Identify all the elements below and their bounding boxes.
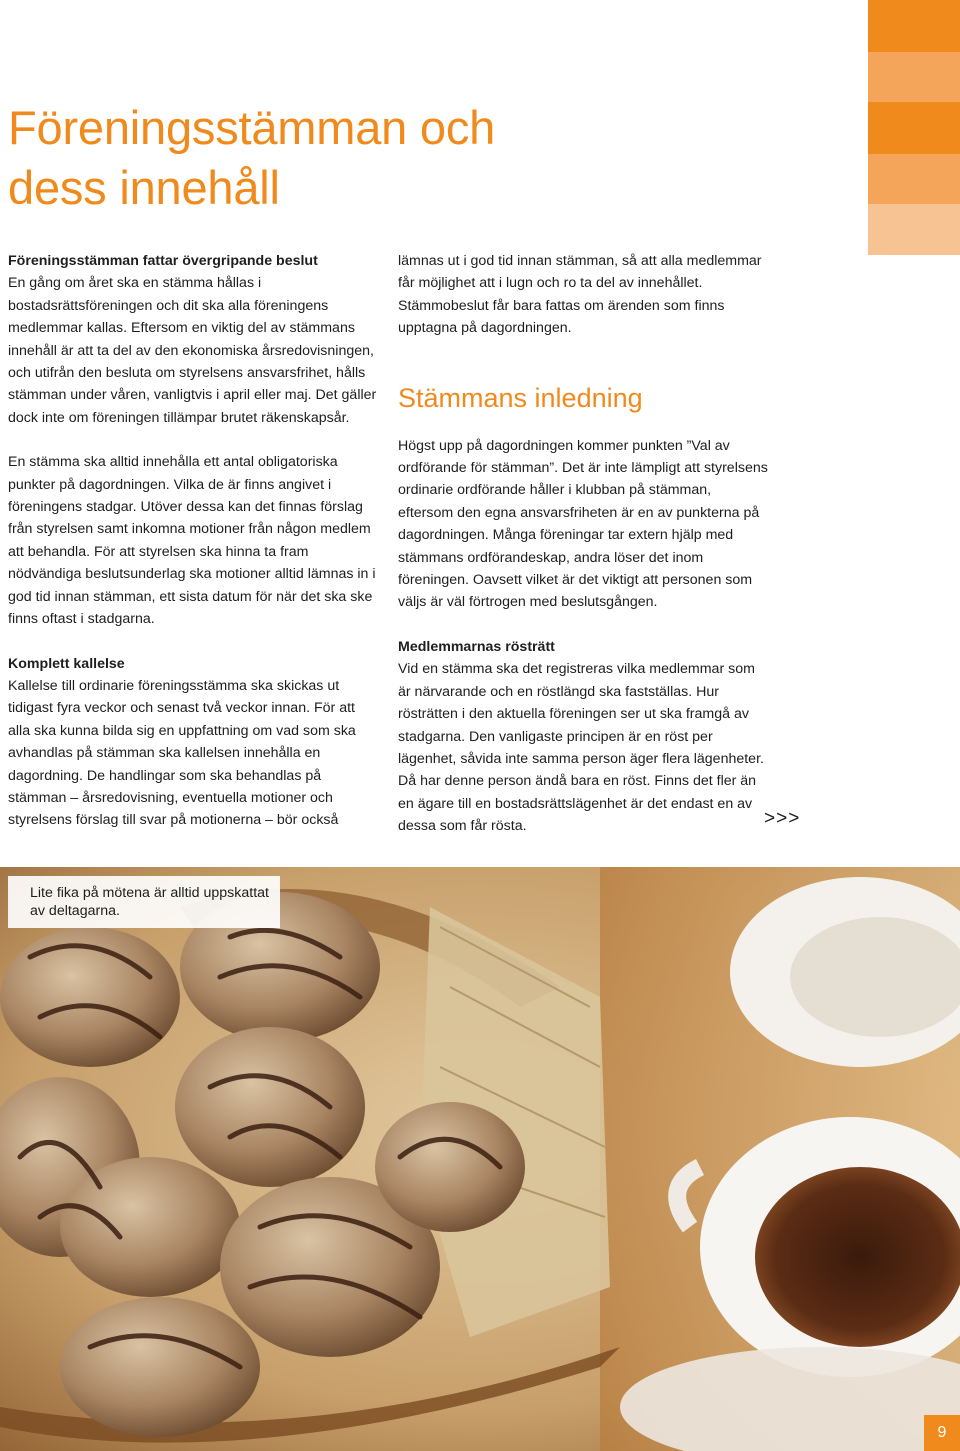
page-title-line2: dess innehåll [8, 161, 280, 214]
tab-stripe [868, 204, 960, 255]
tab-stripe [868, 154, 960, 204]
page-title [8, 98, 608, 218]
page-number: 9 [924, 1415, 960, 1451]
tab-stripe [868, 52, 960, 102]
left-column [8, 250, 380, 832]
paragraph: Vid en stämma ska det registreras vilka medlemmar som är närvarande och en röstlängd ska fastställas. Hur rösträtten i den aktuella föreningen ser ut ska framgå av stadgarna. Den vanligaste principen är en röst per lägenhet, såvida inte samma person äger flera lägenheter. Då har denne person ändå bara en röst. Finns det fler än en ägare till en bostadsrättslägenhet är det endast en av dessa som får rösta. [398, 661, 764, 835]
photo-caption: Lite fika på mötena är alltid uppskattat av deltagarna. [8, 876, 280, 928]
section-heading-kallelse: Komplett kallelse [8, 655, 125, 672]
right-column [398, 250, 770, 838]
page-title-line1: Föreningsstämman och [8, 101, 496, 154]
section-heading-inledning: Stämmans inledning [398, 382, 643, 413]
continue-mark: >>> [764, 808, 801, 829]
tab-stripe [868, 0, 960, 52]
paragraph: lämnas ut i god tid innan stämman, så att alla medlemmar får möjlighet att i lugn och ro ta del av innehållet. Stämmobeslut får bara fattas om ärenden som finns upptagna på dagordningen. [398, 253, 762, 337]
fika-photo [0, 867, 960, 1451]
paragraph: En stämma ska alltid innehålla ett antal obligatoriska punkter på dagordningen. Vilka de är finns angivet i föreningens stadgar. Utöver dessa kan det finnas förslag från styrelsen samt inkomna motioner från någon medlem att behandla. För att styrelsen ska hinna ta fram nödvändiga beslutsunderlag ska motioner alltid lämnas in i god tid innan stämman, ett sista datum för när det ska ske finns oftast i stadgarna. [8, 454, 376, 628]
paragraph: En gång om året ska en stämma hållas i bostadsrättsföreningen och dit ska alla föreningens medlemmar kallas. Eftersom en viktig del av stämmans innehåll är att ta del av den ekonomiska årsredovisningen, och utifrån den besluta om styrelsens ansvarsfrihet, hålls stämman under våren, vanligtvis i april eller maj. Det gäller dock inte om föreningen tillämpar brutet räkenskapsår. [8, 275, 377, 426]
tab-stripe [868, 102, 960, 154]
section-heading-beslut: Föreningsstämman fattar övergripande beslut [8, 253, 318, 269]
paragraph: Högst upp på dagordningen kommer punkten ”Val av ordförande för stämman”. Det är inte lämpligt att styrelsens ordinarie ordförande håller i klubban på stämman, eftersom den egna ansvarsfriheten är en av punkterna på dagordningen. Många föreningar tar extern hjälp med stämmans ordförandeskap, andra löser det inom föreningen. Oavsett vilket är det viktigt att personen som väljs är väl förtrogen med beslutsgången. [398, 437, 768, 611]
paragraph: Kallelse till ordinarie föreningsstämma ska skickas ut tidigast fyra veckor och senast två veckor innan. För att alla ska kunna bilda sig en uppfattning om vad som ska avhandlas på stämman ska kallelsen innehålla en dagordning. De handlingar som ska behandlas på stämman – årsredovisning, eventuella motioner och styrelsens förslag till svar på motionerna – bör också [8, 677, 356, 829]
side-tab-decoration [868, 0, 960, 255]
section-heading-rostratt: Medlemmarnas rösträtt [398, 638, 555, 655]
